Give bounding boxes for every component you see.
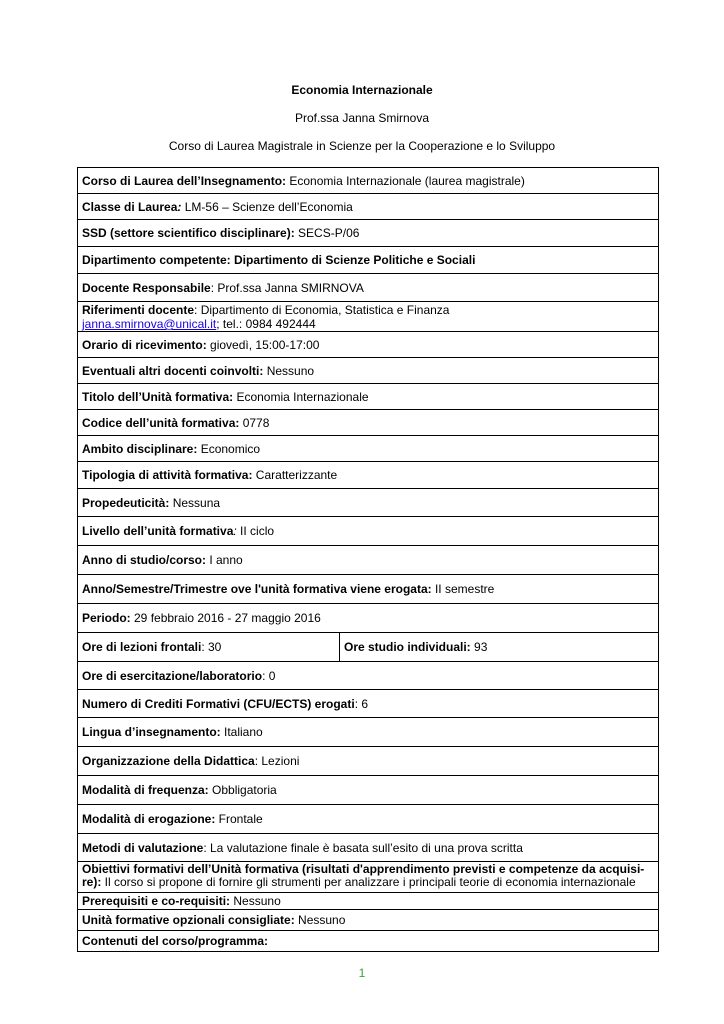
- field-label: Titolo dell’Unità formativa:: [82, 389, 234, 404]
- field-value: 0778: [239, 415, 270, 430]
- row-orario: [78, 332, 659, 358]
- table-row: [78, 436, 659, 462]
- field-label: Dipartimento competente: Dipartimento di Scienze Politiche e Sociali: [82, 253, 476, 267]
- field-label: Metodi di valutazione: [82, 840, 204, 855]
- table-row: [78, 247, 659, 274]
- row-obiettivi: [78, 862, 659, 893]
- field-label: Corso di Laurea dell’Insegnamento:: [82, 173, 287, 188]
- field-label: Docente Responsabile: [82, 280, 211, 295]
- table-row: [78, 274, 659, 302]
- field-label: Ore di lezioni frontali: [82, 640, 202, 654]
- field-label: Modalità di frequenza:: [82, 783, 209, 797]
- table-row: [78, 410, 659, 436]
- field-label: Obiettivi formativi dell’Unità formativa (risultati d'apprendimento previsti e competenze da acquisi-: [82, 862, 645, 876]
- table-row: [78, 384, 659, 410]
- field-value: Nessuno: [294, 913, 346, 927]
- field-value: SECS-P/06: [294, 226, 360, 240]
- field-value: : 6: [354, 696, 369, 711]
- table-row: [78, 575, 659, 604]
- field-value: : Dipartimento di Economia, Statistica e Finanza: [194, 303, 450, 317]
- field-value: II ciclo: [236, 524, 275, 538]
- row-codice: [78, 410, 659, 436]
- degree-course: Corso di Laurea Magistrale in Scienze per la Cooperazione e lo Sviluppo: [168, 139, 556, 153]
- table-row: [78, 805, 659, 834]
- field-value: : 30: [201, 640, 222, 654]
- table-row: [78, 893, 659, 910]
- row-opzionali: [78, 910, 659, 931]
- table-row: [78, 633, 659, 662]
- field-label: Lingua d’insegnamento:: [82, 725, 221, 739]
- row-frequenza: [78, 776, 659, 805]
- field-label: Periodo:: [82, 611, 131, 625]
- table-row: [78, 747, 659, 776]
- field-value: LM-56 – Scienze dell’Economia: [181, 199, 353, 214]
- row-ambito: [78, 436, 659, 462]
- field-label: Eventuali altri docenti coinvolti:: [82, 363, 264, 378]
- field-label: Tipologia di attività formativa:: [82, 468, 253, 482]
- table-row: [78, 462, 659, 489]
- field-label: SSD (settore scientifico disciplinare):: [82, 226, 295, 240]
- field-label: Propedeuticità:: [82, 495, 170, 510]
- field-value: Obbligatoria: [208, 783, 277, 797]
- table-row: [78, 168, 659, 194]
- row-titolo: [78, 384, 659, 410]
- table-row: [78, 931, 659, 952]
- row-erogazione: [78, 805, 659, 834]
- row-semestre: [78, 575, 659, 604]
- field-label: Classe di Laurea: [82, 199, 178, 214]
- table-row: [78, 604, 659, 633]
- field-value: II semestre: [431, 582, 495, 596]
- field-label: Anno/Semestre/Trimestre ove l'unità formativa viene erogata:: [82, 582, 432, 596]
- table-row: [78, 194, 659, 220]
- row-ore-studio: [340, 633, 659, 662]
- row-ore-lezioni: [78, 633, 340, 662]
- field-value: Economia Internazionale: [233, 389, 369, 404]
- table-row: [78, 718, 659, 747]
- field-value: Economia Internazionale (laurea magistrale): [286, 173, 525, 188]
- row-periodo: [78, 604, 659, 633]
- row-ssd: [78, 220, 659, 247]
- field-label-cont: re):: [82, 875, 102, 889]
- field-value: giovedì, 15:00-17:00: [206, 337, 320, 352]
- table-row: [78, 662, 659, 690]
- syllabus-table: [77, 167, 659, 952]
- field-label: Ore studio individuali:: [344, 640, 471, 654]
- row-ore-esercitazione: [78, 662, 659, 690]
- field-label: Numero di Crediti Formativi (CFU/ECTS) erogati: [82, 696, 355, 711]
- table-row: [78, 776, 659, 805]
- field-value: Nessuno: [230, 894, 281, 908]
- table-row: [78, 220, 659, 247]
- field-label: Prerequisiti e co-requisiti:: [82, 894, 231, 908]
- table-row: [78, 358, 659, 384]
- field-value: : 0: [262, 668, 276, 683]
- table-row: [78, 332, 659, 358]
- field-label: Orario di ricevimento:: [82, 337, 207, 352]
- row-prerequisiti: [78, 893, 659, 910]
- table-row: [78, 546, 659, 575]
- row-tipologia: [78, 462, 659, 489]
- field-value: Nessuno: [263, 363, 315, 378]
- row-dipartimento: [78, 247, 659, 274]
- field-label-colon: :: [177, 199, 182, 214]
- field-label: Codice dell’unità formativa:: [82, 415, 240, 430]
- row-valutazione: [78, 834, 659, 862]
- row-organizzazione: [78, 747, 659, 776]
- professor-name: Prof.ssa Janna Smirnova: [294, 111, 430, 125]
- field-label: Modalità di erogazione:: [82, 812, 216, 826]
- row-lingua: [78, 718, 659, 747]
- field-value: Caratterizzante: [252, 468, 338, 482]
- table-row: [78, 834, 659, 862]
- field-value: : Prof.ssa Janna SMIRNOVA: [210, 280, 364, 295]
- field-label: Unità formative opzionali consigliate:: [82, 913, 295, 927]
- row-corso-laurea: [78, 168, 659, 194]
- table-row: [78, 302, 659, 332]
- field-value: 93: [470, 640, 488, 654]
- phone-value: ; tel.: 0984 492444: [216, 317, 316, 331]
- field-value: Il corso si propone di fornire gli strumenti per analizzare i principali teorie di economia internazionale: [101, 875, 636, 889]
- table-row: [78, 489, 659, 517]
- document-title: Economia Internazionale: [291, 83, 433, 97]
- field-label: Livello dell’unità formativa: [82, 524, 234, 538]
- field-value: : Lezioni: [254, 754, 300, 768]
- row-classe-laurea: [78, 194, 659, 220]
- field-value: Frontale: [215, 812, 263, 826]
- field-label: Ambito disciplinare:: [82, 441, 198, 456]
- field-label: Contenuti del corso/programma:: [82, 934, 269, 948]
- email-link[interactable]: janna.smirnova@unical.it: [82, 317, 217, 331]
- row-propedeuticita: [78, 489, 659, 517]
- field-value: 29 febbraio 2016 - 27 maggio 2016: [130, 611, 321, 625]
- table-row: [78, 910, 659, 931]
- field-label-colon: :: [233, 524, 237, 538]
- field-label: Ore di esercitazione/laboratorio: [82, 668, 263, 683]
- row-contenuti: [78, 931, 659, 952]
- table-row: [78, 862, 659, 893]
- field-value: I anno: [206, 553, 243, 567]
- row-altri-docenti: [78, 358, 659, 384]
- field-value: Economico: [197, 441, 261, 456]
- field-label: Anno di studio/corso:: [82, 553, 206, 567]
- row-anno-studio: [78, 546, 659, 575]
- page-number: 1: [358, 966, 366, 980]
- table-row: [78, 690, 659, 718]
- row-crediti: [78, 690, 659, 718]
- field-value: : La valutazione finale è basata sull’esito di una prova scritta: [203, 840, 523, 855]
- field-label: Riferimenti docente: [82, 303, 195, 317]
- field-value: Italiano: [220, 725, 263, 739]
- row-riferimenti: [78, 302, 659, 332]
- field-value: Nessuna: [169, 495, 221, 510]
- field-label: Organizzazione della Didattica: [82, 754, 255, 768]
- row-docente: [78, 274, 659, 302]
- row-livello: [78, 517, 659, 546]
- table-row: [78, 517, 659, 546]
